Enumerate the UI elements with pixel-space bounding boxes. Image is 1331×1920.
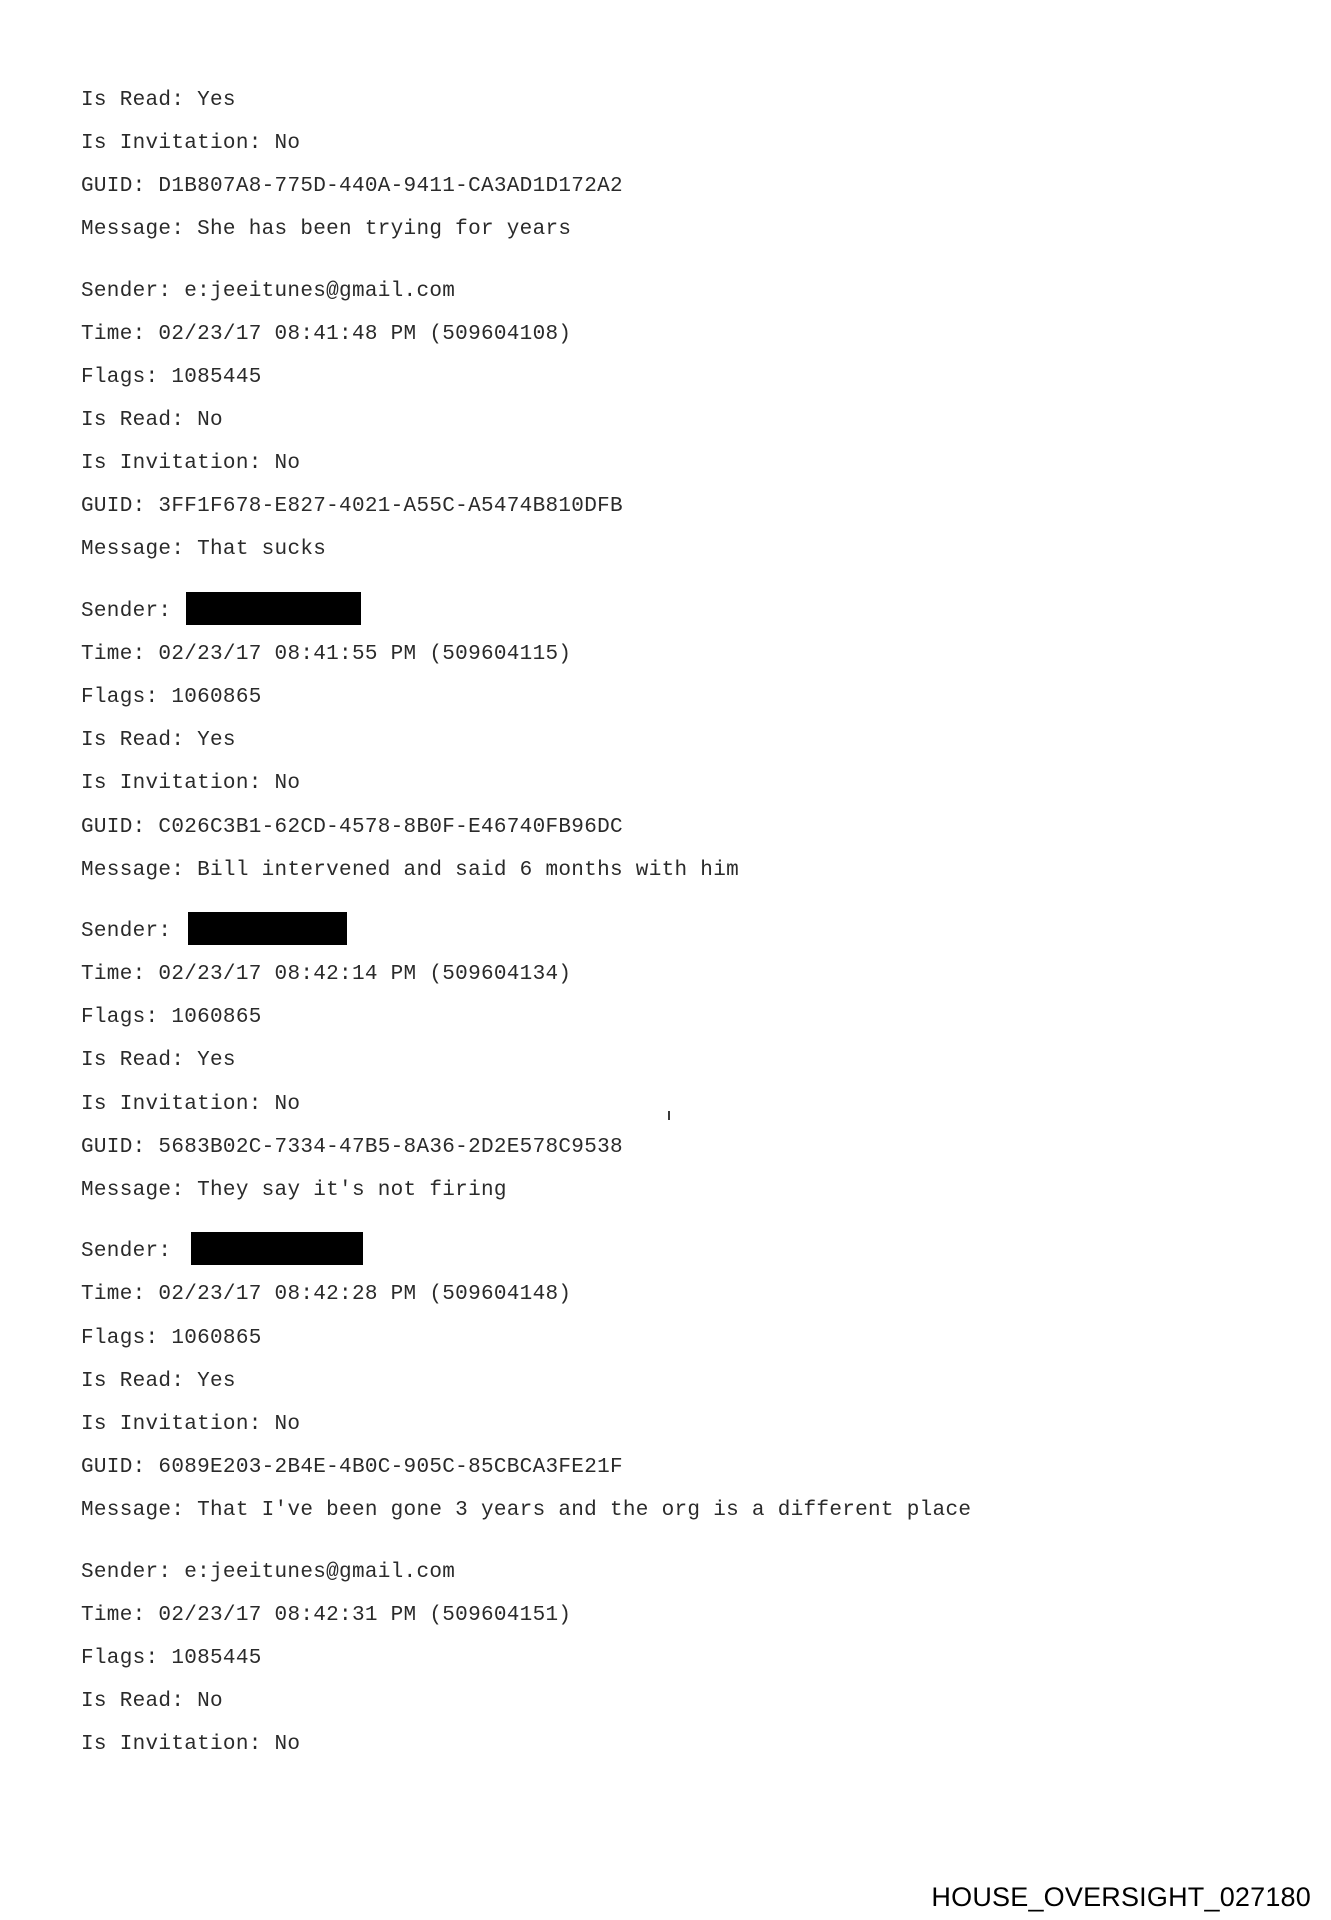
message-text: That I've been gone 3 years and the org is a different place xyxy=(197,1498,972,1522)
message-entry xyxy=(81,79,1291,251)
field-label: Message: xyxy=(81,1498,198,1522)
is-read-line xyxy=(81,1039,1291,1082)
flags-line xyxy=(81,356,1291,399)
flags-line xyxy=(81,996,1291,1039)
flags-value: 1060865 xyxy=(171,686,262,710)
is-invitation-line xyxy=(81,1403,1291,1446)
field-label: Is Invitation: xyxy=(81,1092,275,1116)
bates-number: HOUSE_OVERSIGHT_027180 xyxy=(931,1882,1311,1912)
field-label: Flags: xyxy=(81,1646,172,1670)
time-line xyxy=(81,1273,1291,1316)
field-label: Time: xyxy=(81,322,159,346)
is-read-value: No xyxy=(197,1689,223,1713)
field-label: GUID: xyxy=(81,815,159,839)
field-label: GUID: xyxy=(81,1135,159,1159)
sender-redaction-block xyxy=(188,912,347,945)
is-invitation-line xyxy=(81,442,1291,485)
field-label: Is Read: xyxy=(81,1369,198,1393)
time-value: 02/23/17 08:41:48 PM (509604108) xyxy=(158,322,572,346)
guid-line xyxy=(81,806,1291,849)
sender-line xyxy=(81,910,1291,953)
is-read-value: No xyxy=(197,409,223,433)
is-read-line xyxy=(81,79,1291,122)
time-line xyxy=(81,633,1291,676)
flags-value: 1060865 xyxy=(171,1006,262,1030)
guid-value: C026C3B1-62CD-4578-8B0F-E46740FB96DC xyxy=(158,815,623,839)
message-line xyxy=(81,849,1291,892)
message-line xyxy=(81,208,1291,251)
is-read-line xyxy=(81,719,1291,762)
is-invitation-line xyxy=(81,122,1291,165)
guid-value: 5683B02C-7334-47B5-8A36-2D2E578C9538 xyxy=(158,1135,623,1159)
guid-line xyxy=(81,165,1291,208)
flags-line xyxy=(81,1637,1291,1680)
field-label: Is Read: xyxy=(81,89,198,112)
sender-redaction-block xyxy=(191,1232,363,1265)
field-label: Sender: xyxy=(81,600,185,624)
entry-separator xyxy=(81,892,1291,911)
time-line xyxy=(81,313,1291,356)
field-label: Flags: xyxy=(81,686,172,710)
is-invitation-value: No xyxy=(274,452,301,476)
is-invitation-line xyxy=(81,762,1291,805)
field-label: Is Invitation: xyxy=(81,772,275,796)
is-read-line xyxy=(81,399,1291,442)
field-label: GUID: xyxy=(81,1455,159,1479)
guid-value: 6089E203-2B4E-4B0C-905C-85CBCA3FE21F xyxy=(158,1455,623,1479)
field-label: Time: xyxy=(81,1283,159,1307)
message-entry xyxy=(81,910,1291,1212)
time-value: 02/23/17 08:42:28 PM (509604148) xyxy=(158,1283,572,1307)
message-entry xyxy=(81,1230,1291,1532)
field-label: GUID: xyxy=(81,495,159,519)
time-line xyxy=(81,953,1291,996)
field-label: Is Invitation: xyxy=(81,452,275,476)
guid-line xyxy=(81,485,1291,528)
field-label: Message: xyxy=(81,538,198,562)
sender-value: e:jeeitunes@gmail.com xyxy=(184,279,456,303)
is-invitation-line xyxy=(81,1723,1291,1766)
field-label: Is Read: xyxy=(81,729,198,753)
entry-separator xyxy=(81,1212,1291,1231)
entry-separator xyxy=(81,251,1291,270)
message-entry xyxy=(81,590,1291,892)
sender-line xyxy=(81,1230,1291,1273)
entry-separator xyxy=(81,1532,1291,1551)
sender-line xyxy=(81,270,1291,313)
sender-line xyxy=(81,1551,1291,1594)
is-read-value: Yes xyxy=(197,1369,236,1393)
guid-line xyxy=(81,1446,1291,1489)
is-invitation-line xyxy=(81,1083,1291,1126)
is-read-value: Yes xyxy=(197,1049,236,1073)
field-label: Sender: xyxy=(81,1240,185,1264)
is-invitation-value: No xyxy=(274,1732,301,1756)
is-read-value: Yes xyxy=(197,89,236,112)
message-line xyxy=(81,528,1291,571)
sender-line xyxy=(81,590,1291,633)
scan-artifact-mark xyxy=(668,1111,670,1120)
field-label: Message: xyxy=(81,858,198,882)
flags-value: 1060865 xyxy=(171,1326,262,1350)
field-label: Time: xyxy=(81,1603,159,1627)
message-text: Bill intervened and said 6 months with him xyxy=(197,858,740,882)
guid-line xyxy=(81,1126,1291,1169)
field-label: Sender: xyxy=(81,279,185,303)
message-line xyxy=(81,1489,1291,1532)
time-line xyxy=(81,1594,1291,1637)
field-label: Time: xyxy=(81,643,159,667)
is-invitation-value: No xyxy=(274,1092,301,1116)
message-log xyxy=(81,79,1291,1766)
field-label: GUID: xyxy=(81,175,159,199)
is-read-line xyxy=(81,1680,1291,1723)
is-invitation-value: No xyxy=(274,1412,301,1436)
is-read-line xyxy=(81,1360,1291,1403)
field-label: Sender: xyxy=(81,920,185,944)
field-label: Is Read: xyxy=(81,1689,198,1713)
flags-line xyxy=(81,1317,1291,1360)
field-label: Message: xyxy=(81,218,198,242)
field-label: Flags: xyxy=(81,366,172,390)
time-value: 02/23/17 08:42:31 PM (509604151) xyxy=(158,1603,572,1627)
field-label: Sender: xyxy=(81,1560,185,1584)
message-entry xyxy=(81,1551,1291,1766)
flags-value: 1085445 xyxy=(171,1646,262,1670)
flags-value: 1085445 xyxy=(171,366,262,390)
field-label: Flags: xyxy=(81,1006,172,1030)
message-text: They say it's not firing xyxy=(197,1178,507,1202)
field-label: Is Invitation: xyxy=(81,1412,275,1436)
sender-redaction-block xyxy=(186,592,361,625)
entry-separator xyxy=(81,572,1291,591)
is-invitation-value: No xyxy=(274,772,301,796)
field-label: Is Invitation: xyxy=(81,132,275,156)
field-label: Is Invitation: xyxy=(81,1732,275,1756)
message-text: She has been trying for years xyxy=(197,218,572,242)
time-value: 02/23/17 08:42:14 PM (509604134) xyxy=(158,963,572,987)
time-value: 02/23/17 08:41:55 PM (509604115) xyxy=(158,643,572,667)
sender-value: e:jeeitunes@gmail.com xyxy=(184,1560,456,1584)
field-label: Is Read: xyxy=(81,1049,198,1073)
guid-value: 3FF1F678-E827-4021-A55C-A5474B810DFB xyxy=(158,495,623,519)
guid-value: D1B807A8-775D-440A-9411-CA3AD1D172A2 xyxy=(158,175,623,199)
is-invitation-value: No xyxy=(274,132,301,156)
is-read-value: Yes xyxy=(197,729,236,753)
message-text: That sucks xyxy=(197,538,327,562)
field-label: Time: xyxy=(81,963,159,987)
field-label: Is Read: xyxy=(81,409,198,433)
flags-line xyxy=(81,676,1291,719)
field-label: Message: xyxy=(81,1178,198,1202)
field-label: Flags: xyxy=(81,1326,172,1350)
message-entry xyxy=(81,270,1291,572)
message-line xyxy=(81,1169,1291,1212)
